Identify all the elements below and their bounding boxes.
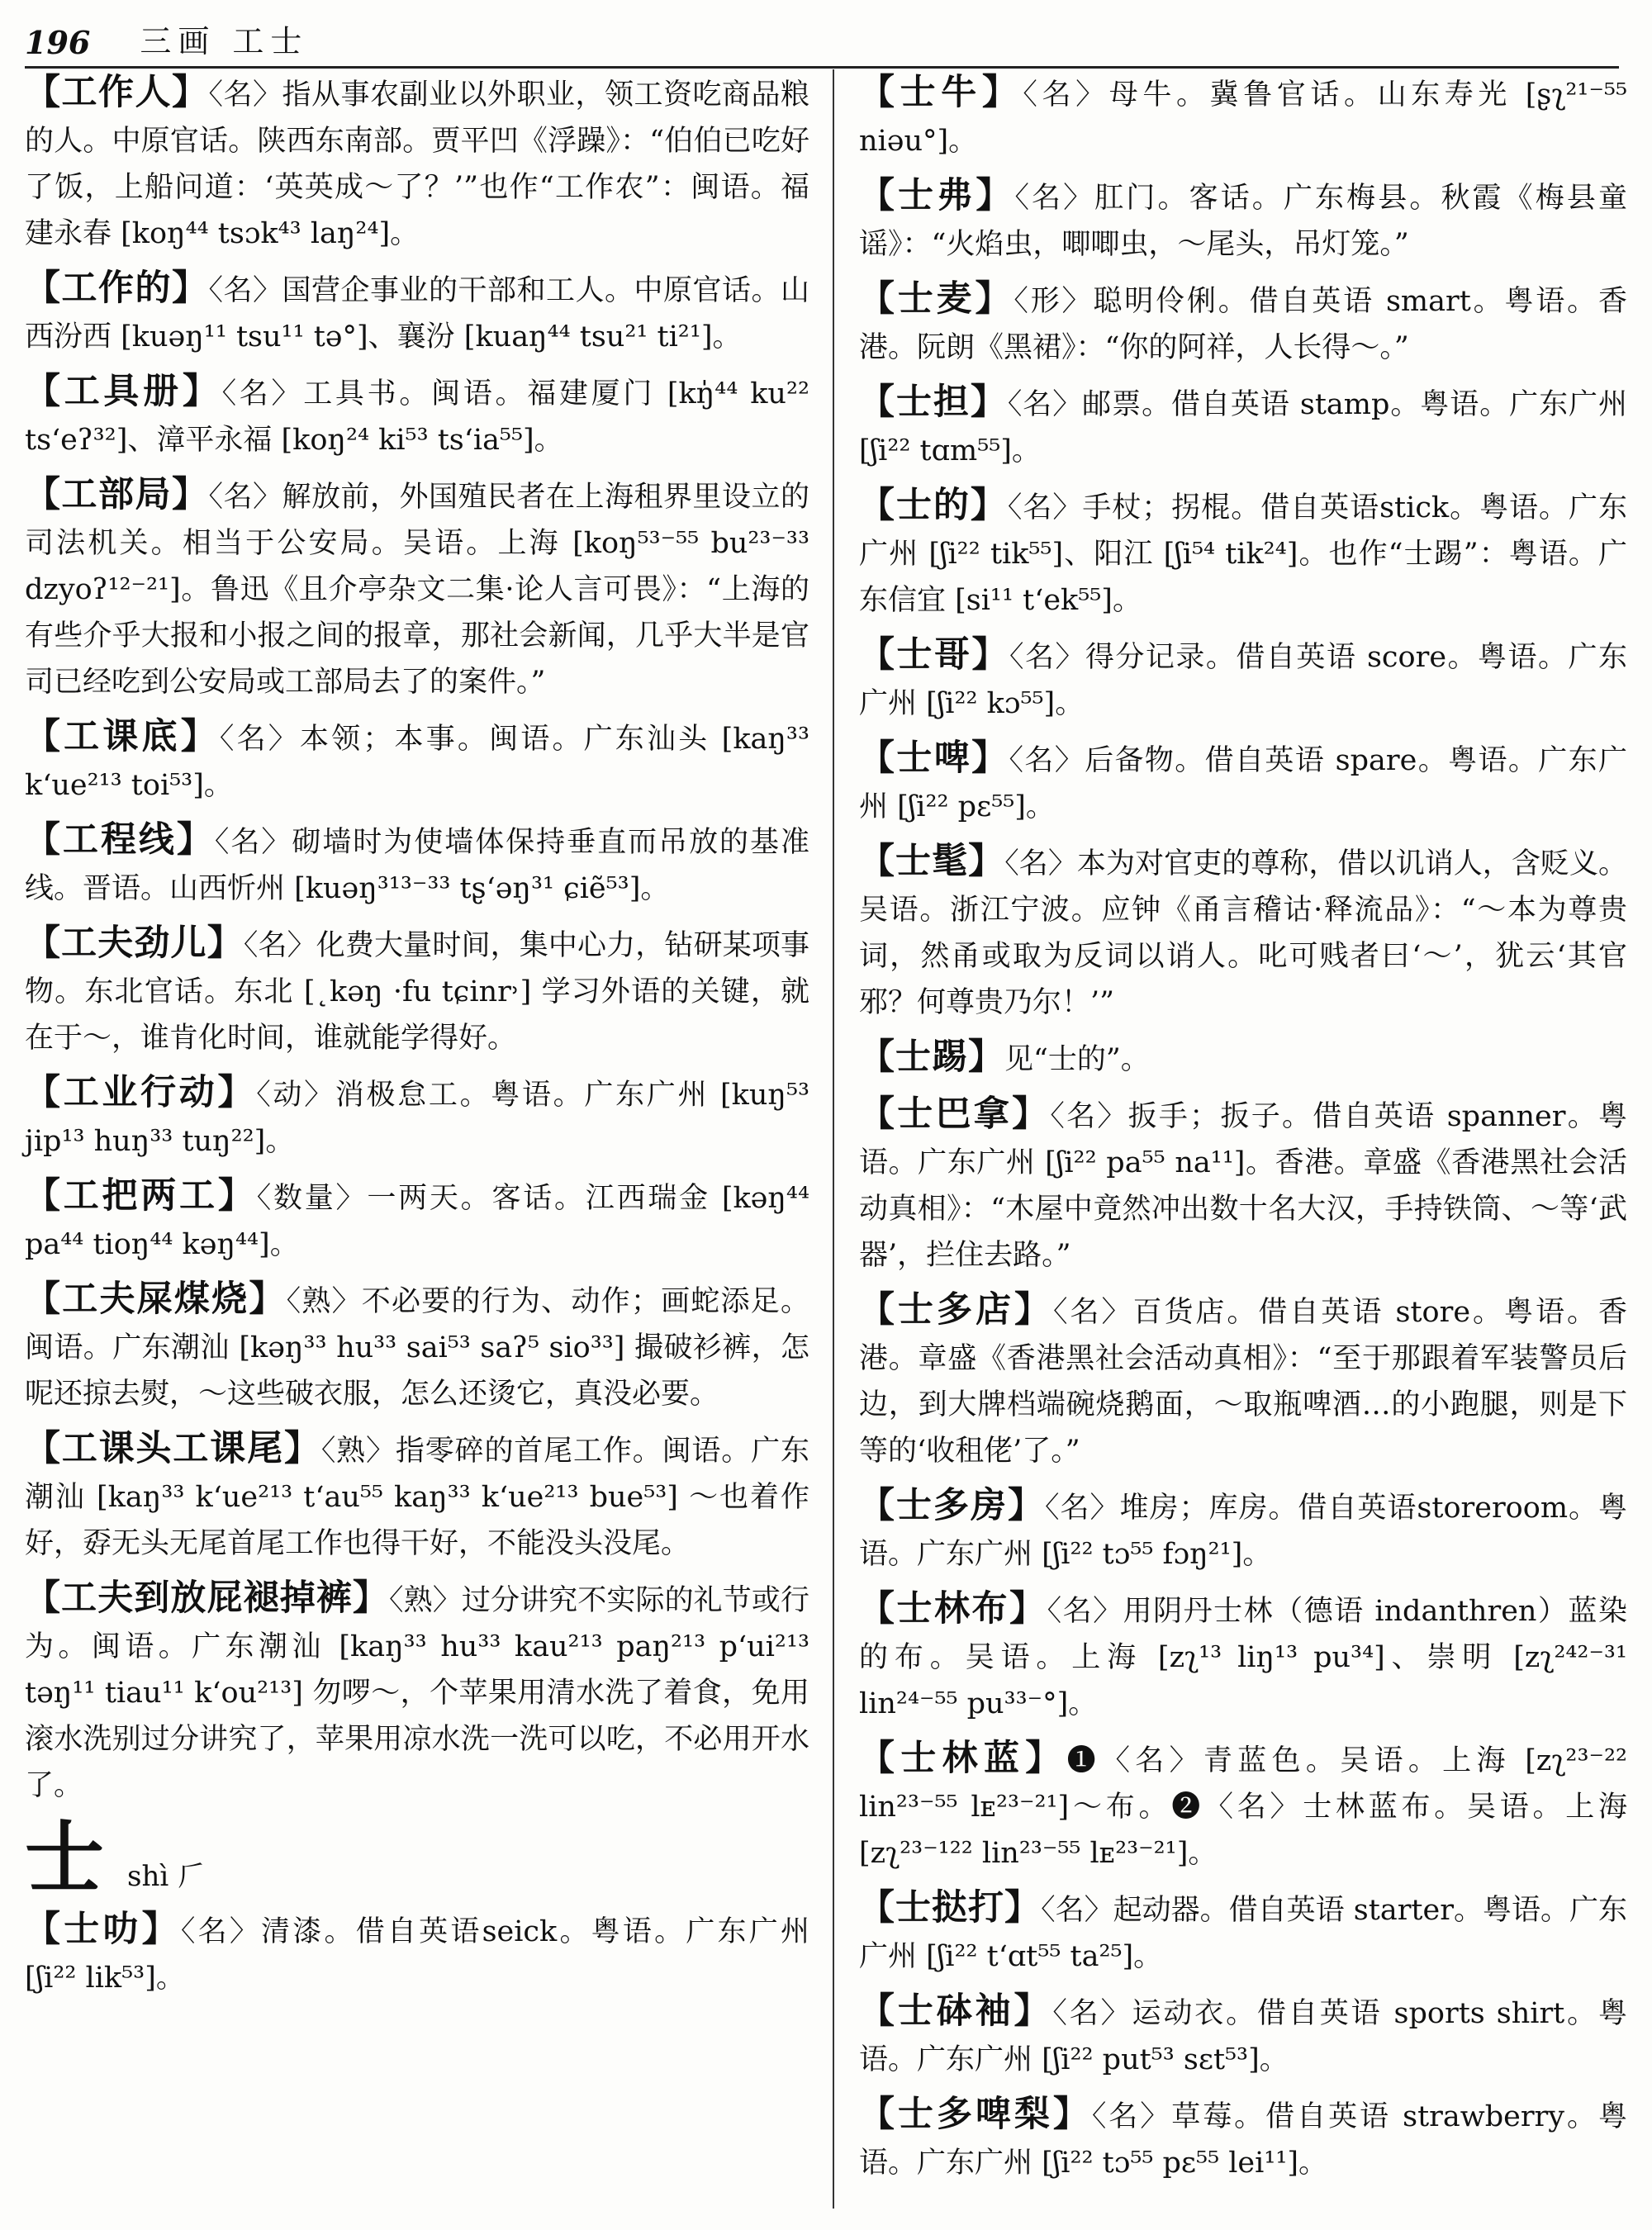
left-after-list bbox=[25, 1906, 809, 2001]
entry-headword: 【士哥】 bbox=[859, 634, 1009, 676]
column-divider bbox=[833, 69, 834, 2209]
dictionary-entry bbox=[859, 1885, 1627, 1980]
entry-headword: 【士叻】 bbox=[25, 1909, 181, 1950]
entry-definition: 〈名〉手杖；拐棍。借自英语stick。粤语。广东广州 [ʃi²² tik⁵⁵]、阳江 [ʃi⁵⁴ tik²⁴]。也作“士踢”：粤语。广东信宜 [si¹¹ t‘ek⁵⁵]。 bbox=[859, 491, 1627, 617]
entry-definition: 〈名〉解放前，外国殖民者在上海租界里设立的司法机关。相当于公安局。吴语。上海 [koŋ⁵³⁻⁵⁵ bu²³⁻³³ dzyoʔ¹²⁻²¹]。鲁迅《且介亭杂文二集·论人言可畏》：“上海的有些介乎大报和小报之间的报章，那社会新闻，几乎大半是官司已经吃到公安局或工部局去了的案件。” bbox=[25, 481, 809, 699]
entry-headword: 【士麦】 bbox=[859, 278, 1014, 320]
entry-definition: 〈数量〉一两天。客话。江西瑞金 [kəŋ⁴⁴ pa⁴⁴ tioŋ⁴⁴ kəŋ⁴⁴]。 bbox=[25, 1182, 809, 1261]
entry-definition: 〈名〉百货店。借自英语 store。粤语。香港。章盛《香港黑社会活动真相》：“至于那跟着军装警员后边，到大牌档端碗烧鹅面，～取瓶啤酒…的小跑腿，则是下等的‘收租佬’了。” bbox=[859, 1296, 1628, 1468]
entry-definition: 〈名〉运动衣。借自英语 sports shirt。粤语。广东广州 [ʃi²² put⁵³ sɛt⁵³]。 bbox=[859, 1997, 1627, 2076]
entry-headword: 【士多啤梨】 bbox=[859, 2094, 1092, 2135]
entry-definition: 〈名〉堆房；库房。借自英语storeroom。粤语。广东广州 [ʃi²² tɔ⁵⁵ fɔŋ²¹]。 bbox=[859, 1492, 1628, 1571]
entry-definition: 〈名〉本领；本事。闽语。广东汕头 [kaŋ³³ k‘ue²¹³ toi⁵³]。 bbox=[25, 723, 809, 802]
dictionary-entry bbox=[25, 1426, 809, 1567]
dictionary-entry bbox=[25, 1173, 809, 1268]
dictionary-entry bbox=[859, 1287, 1627, 1474]
entry-headword: 【工夫屎煤烧】 bbox=[25, 1279, 287, 1320]
entry-definition: 〈名〉母牛。冀鲁官话。山东寿光 [ʂʅ²¹⁻⁵⁵ niəu°]。 bbox=[859, 78, 1627, 158]
dictionary-entry bbox=[859, 1034, 1627, 1083]
entry-headword: 【士多店】 bbox=[859, 1289, 1053, 1331]
dictionary-entry bbox=[25, 472, 809, 705]
dictionary-entry bbox=[859, 379, 1627, 474]
entry-headword: 【士林布】 bbox=[859, 1588, 1047, 1630]
entry-definition: 〈名〉后备物。借自英语 spare。粤语。广东广州 [ʃi²² pɛ⁵⁵]。 bbox=[859, 744, 1627, 823]
entry-definition: 〈名〉肛门。客话。广东梅县。秋霞《梅县童谣》：“火焰虫，唧唧虫，～尾头，吊灯笼。” bbox=[859, 182, 1627, 261]
dictionary-entry bbox=[25, 817, 809, 912]
dictionary-entry bbox=[25, 1575, 809, 1809]
entry-headword: 【工课底】 bbox=[25, 716, 220, 757]
dictionary-entry bbox=[859, 1483, 1627, 1578]
entry-definition: 〈熟〉不必要的行为、动作；画蛇添足。闽语。广东潮汕 [kəŋ³³ hu³³ sai⁵³ saʔ⁵ sio³³] 撮破衫裤，怎呢还掠去熨，～这些破衣服，怎么还烫它，真没必要。 bbox=[25, 1285, 809, 1411]
character-heading bbox=[25, 1811, 809, 1905]
entry-definition: 〈动〉消极怠工。粤语。广东广州 [kuŋ⁵³ jip¹³ huŋ³³ tuŋ²²]。 bbox=[25, 1079, 810, 1158]
page-header bbox=[25, 10, 1619, 69]
entry-definition: 〈名〉草莓。借自英语 strawberry。粤语。广东广州 [ʃi²² tɔ⁵⁵ pɛ⁵⁵ lei¹¹]。 bbox=[859, 2100, 1628, 2180]
entry-definition: 见“士的”。 bbox=[1004, 1043, 1150, 1076]
entry-headword: 【士牛】 bbox=[859, 72, 1023, 113]
entry-definition: 〈形〉聪明伶俐。借自英语 smart。粤语。香港。阮朗《黑裙》：“你的阿祥，人长得～。” bbox=[859, 285, 1627, 364]
entry-headword: 【工夫劲儿】 bbox=[25, 923, 244, 964]
entry-headword: 【士啤】 bbox=[859, 738, 1009, 779]
entry-headword: 【工作人】 bbox=[25, 72, 209, 113]
dictionary-entry bbox=[859, 1586, 1627, 1727]
entry-headword: 【工业行动】 bbox=[25, 1072, 257, 1113]
dictionary-entry bbox=[859, 1988, 1627, 2083]
entry-headword: 【士的】 bbox=[859, 485, 1008, 526]
entry-definition: 〈名〉砌墙时为使墙体保持垂直而吊放的基准线。晋语。山西忻州 [kuəŋ³¹³⁻³³ tʂ‘əŋ³¹ ɕiẽ⁵³]。 bbox=[25, 826, 809, 905]
dictionary-entry bbox=[859, 632, 1627, 727]
entry-headword: 【工夫到放屁褪掉裤】 bbox=[25, 1578, 390, 1619]
entry-headword: 【士多房】 bbox=[859, 1485, 1045, 1526]
entry-headword: 【士踢】 bbox=[859, 1037, 1004, 1078]
entry-definition: 〈名〉用阴丹士林（德语 indanthren）蓝染的布。吴语。上海 [zʅ¹³ liŋ¹³ pu³⁴]、崇明 [zʅ²⁴²⁻³¹ lin²⁴⁻⁵⁵ pu³³⁻°]。 bbox=[859, 1595, 1627, 1720]
entry-headword: 【士髦】 bbox=[859, 841, 1005, 882]
page-number: 196 bbox=[25, 24, 91, 61]
entry-headword: 【工程线】 bbox=[25, 819, 215, 861]
dictionary-entry bbox=[25, 714, 809, 809]
entry-headword: 【工作的】 bbox=[25, 268, 209, 309]
dictionary-entry bbox=[859, 482, 1627, 624]
entry-definition: 〈名〉起动器。借自英语 starter。粤语。广东广州 [ʃi²² t‘ɑt⁵⁵ ta²⁵]。 bbox=[859, 1894, 1628, 1973]
dictionary-entry bbox=[859, 173, 1627, 268]
dictionary-entry bbox=[859, 69, 1627, 164]
entry-definition: 〈名〉清漆。借自英语seick。粤语。广东广州 [ʃi²² lik⁵³]。 bbox=[25, 1915, 809, 1995]
entry-definition: 〈熟〉指零碎的首尾工作。闽语。广东潮汕 [kaŋ³³ k‘ue²¹³ t‘au⁵⁵ kaŋ³³ k‘ue²¹³ bue⁵³] ～也着作好，孬无头无尾首尾工作也得干好，不能没头没尾。 bbox=[25, 1435, 809, 1560]
entry-definition: 〈名〉本为对官吏的尊称，借以讥诮人，含贬义。吴语。浙江宁波。应钟《甬言稽诂·释流品》：“～本为尊贵词，然甬或取为反词以诮人。叱可贱者曰‘～’，犹云‘其官邪？何尊贵乃尔！’” bbox=[859, 847, 1627, 1019]
dictionary-entry bbox=[25, 265, 809, 360]
entry-headword: 【士挞打】 bbox=[859, 1887, 1042, 1929]
entry-headword: 【士弗】 bbox=[859, 175, 1015, 216]
entry-definition: 〈名〉化费大量时间，集中心力，钻研某项事物。东北官话。东北 [˛kəŋ ·fu tɕinr˒] 学习外语的关键，就在于～，谁肯化时间，谁就能学得好。 bbox=[25, 929, 809, 1055]
dictionary-entry bbox=[859, 1735, 1627, 1877]
entry-headword: 【工课头工课尾】 bbox=[25, 1428, 321, 1469]
dictionary-entry bbox=[859, 2091, 1627, 2186]
entry-definition: 〈名〉指从事农副业以外职业，领工资吃商品粮的人。中原官话。陕西东南部。贾平凹《浮躁》：“伯伯已吃好了饭，上船问道：‘英英成～了？’”也作“工作农”：闽语。福建永春 [koŋ⁴⁴ tsɔk⁴³ laŋ²⁴]。 bbox=[25, 78, 809, 250]
dictionary-entry bbox=[859, 276, 1627, 371]
dictionary-entry bbox=[25, 1276, 809, 1417]
dictionary-entry bbox=[859, 838, 1627, 1026]
dictionary-entry bbox=[859, 1091, 1627, 1279]
entry-definition: 〈名〉国营企事业的干部和工人。中原官话。山西汾西 [kuəŋ¹¹ tsu¹¹ tə°]、襄汾 [kuaŋ⁴⁴ tsu²¹ ti²¹]。 bbox=[25, 274, 809, 353]
heading-character: 士 bbox=[25, 1811, 104, 1905]
entry-headword: 【工部局】 bbox=[25, 474, 209, 515]
dictionary-entry bbox=[25, 920, 809, 1061]
entry-definition: 〈名〉扳手；扳子。借自英语 spanner。粤语。广东广州 [ʃi²² pa⁵⁵ na¹¹]。香港。章盛《香港黑社会活动真相》：“木屋中竟然冲出数十名大汉，手持铁筒、～等‘武器’，拦住去路。” bbox=[859, 1100, 1628, 1272]
entry-headword: 【士林蓝】 bbox=[859, 1738, 1067, 1779]
dictionary-entry bbox=[859, 735, 1627, 830]
entry-definition: 〈名〉工具书。闽语。福建厦门 [kŋ̍⁴⁴ ku²² ts‘eʔ³²]、漳平永福 [koŋ²⁴ ki⁵³ ts‘ia⁵⁵]。 bbox=[25, 377, 810, 457]
entry-headword: 【士砵袖】 bbox=[859, 1990, 1053, 2032]
page-section-title: 三画 工士 bbox=[140, 23, 309, 59]
entry-definition: ❶〈名〉青蓝色。吴语。上海 [zʅ²³⁻²² lin²³⁻⁵⁵ lᴇ²³⁻²¹]～布。❷〈名〉士林蓝布。吴语。上海 [zʅ²³⁻¹²² lin²³⁻⁵⁵ lᴇ²³⁻²¹]。 bbox=[859, 1744, 1628, 1870]
left-entry-list bbox=[25, 69, 809, 1809]
entry-headword: 【士担】 bbox=[859, 382, 1008, 423]
entry-headword: 【士巴拿】 bbox=[859, 1094, 1051, 1135]
left-column bbox=[25, 69, 809, 2009]
entry-headword: 【工具册】 bbox=[25, 371, 222, 412]
dictionary-entry bbox=[25, 1906, 809, 2001]
right-entry-list bbox=[859, 69, 1627, 2186]
entry-definition: 〈熟〉过分讲究不实际的礼节或行为。闽语。广东潮汕 [kaŋ³³ hu³³ kau²¹³ paŋ²¹³ p‘ui²¹³ təŋ¹¹ tiau¹¹ k‘ou²¹³] 勿啰～，个苹果用清水洗了着食，免用滚水洗别过分讲究了，苹果用凉水洗一洗可以吃，不必用开水了。 bbox=[25, 1584, 809, 1802]
entry-headword: 【工把两工】 bbox=[25, 1175, 257, 1217]
dictionary-entry bbox=[25, 1070, 809, 1165]
entry-definition: 〈名〉得分记录。借自英语 score。粤语。广东广州 [ʃi²² kɔ⁵⁵]。 bbox=[859, 641, 1627, 720]
right-column bbox=[859, 69, 1627, 2194]
heading-pinyin: shì 𠂆 bbox=[127, 1860, 206, 1893]
entry-definition: 〈名〉邮票。借自英语 stamp。粤语。广东广州 [ʃi²² tɑm⁵⁵]。 bbox=[859, 388, 1627, 467]
dictionary-entry bbox=[25, 368, 809, 463]
dictionary-entry bbox=[25, 69, 809, 257]
